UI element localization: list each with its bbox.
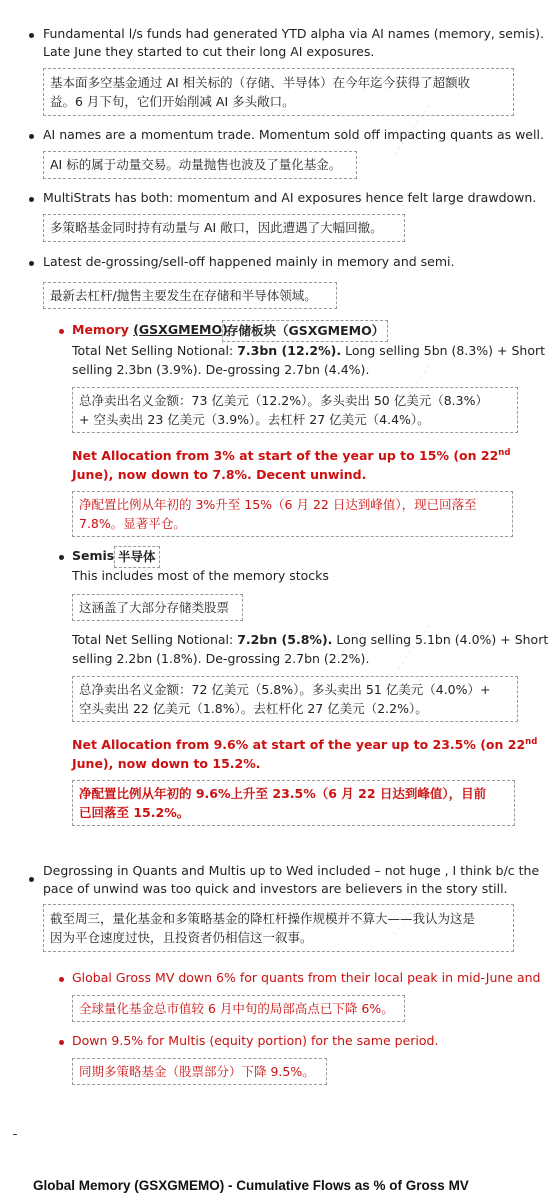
watermark: ·········· bbox=[383, 357, 440, 423]
s2-cn: AI 标的属于动量交易。动量抛售也波及了量化基金。 bbox=[50, 157, 342, 172]
s5-text-line1: Degrossing in Quants and Multis up to Wed included – not huge , I think b/c the bbox=[43, 863, 540, 878]
memory-heading bbox=[72, 320, 228, 340]
s7-cn: 同期多策略基金（股票部分）下降 9.5%。 bbox=[79, 1064, 315, 1079]
s4-cn: 最新去杠杆/抛售主要发生在存储和半导体领域。 bbox=[50, 288, 317, 303]
semis-line1-label: Total Net Selling Notional: bbox=[72, 632, 238, 647]
memory-allocation-cn-line1: 净配置比例从年初的 3%升至 15%（6 月 22 日达到峰值），现已回落至 bbox=[79, 497, 477, 512]
memory-line1-label: Total Net Selling Notional: bbox=[72, 343, 238, 358]
s7-text: Down 9.5% for Multis (equity portion) for the same period. bbox=[72, 1033, 439, 1048]
s2-translation-box bbox=[43, 151, 357, 179]
s4-text: Latest de-grossing/sell-off happened mainly in memory and semi. bbox=[43, 254, 455, 269]
s2-text: AI names are a momentum trade. Momentum sold off impacting quants as well. bbox=[43, 127, 544, 142]
memory-line1 bbox=[72, 341, 545, 361]
memory-line1-value: 7.3bn (12.2%). bbox=[237, 343, 342, 358]
s1-cn-line1: 基本面多空基金通过 AI 相关标的（存储、半导体）在今年迄今获得了超额收 bbox=[50, 75, 471, 90]
bullet-dot bbox=[29, 877, 34, 882]
memory-translation-box bbox=[72, 387, 518, 433]
s4-translation-box bbox=[43, 282, 337, 309]
memory-allocation-translation-box bbox=[72, 491, 513, 537]
s1-text-line1: Fundamental l/s funds had generated YTD alpha via AI names (memory, semis). bbox=[43, 26, 545, 41]
memory-ticker: (GSXGMEMO) bbox=[133, 322, 228, 337]
bullet-dot-red bbox=[59, 1040, 64, 1045]
watermark: ·········· bbox=[383, 97, 440, 163]
semis-line1-value: 7.2bn (5.8%). bbox=[237, 632, 333, 647]
watermark: ·········· bbox=[383, 877, 440, 943]
bullet-dot bbox=[29, 134, 34, 139]
memory-line1-rest: Long selling 5bn (8.3%) + Short bbox=[341, 343, 546, 358]
s5-cn-line1: 截至周三，量化基金和多策略基金的降杠杆操作规模并不算大——我认为这是 bbox=[50, 911, 476, 926]
semis-allocation-line2: June), now down to 15.2%. bbox=[72, 756, 261, 771]
semis-cn-line1: 总净卖出名义金额：72 亿美元（5.8%）。多头卖出 51 亿美元（4.0%）+ bbox=[79, 682, 491, 697]
bullet-dot-red bbox=[59, 329, 64, 334]
s5-translation-box bbox=[43, 904, 514, 952]
semis-allocation-sup: nd bbox=[525, 737, 538, 747]
semis-allocation-line1 bbox=[72, 735, 537, 755]
memory-heading-cn: 存储板块（GSXGMEMO） bbox=[222, 320, 388, 342]
watermark: ·········· bbox=[383, 617, 440, 683]
memory-heading-label: Memory bbox=[72, 322, 134, 337]
memory-allocation-text: Net Allocation from 3% at start of the year up to 15% (on 22 bbox=[72, 448, 499, 463]
s6-translation-box bbox=[72, 995, 405, 1022]
semis-allocation-cn-line2: 已回落至 15.2%。 bbox=[79, 805, 190, 820]
s1-text-line2: Late June they started to cut their long AI exposures. bbox=[43, 44, 375, 59]
memory-allocation-sup: nd bbox=[498, 448, 511, 458]
bullet-dot bbox=[29, 261, 34, 266]
semis-subtitle: This includes most of the memory stocks bbox=[72, 568, 329, 583]
semis-subtitle-cn: 这涵盖了大部分存储类股票 bbox=[79, 600, 230, 615]
s1-translation-box bbox=[43, 68, 514, 116]
semis-line2: selling 2.2bn (1.8%). De-grossing 2.7bn (2.2%). bbox=[72, 651, 370, 666]
s5-text-line2: pace of unwind was too quick and investors are believers in the story still. bbox=[43, 881, 508, 896]
memory-line2: selling 2.3bn (3.9%). De-grossing 2.7bn (4.4%). bbox=[72, 362, 370, 377]
semis-allocation-cn-line1: 净配置比例从年初的 9.6%上升至 23.5%（6 月 22 日达到峰值），目前 bbox=[79, 786, 487, 801]
memory-allocation-line2: June), now down to 7.8%. Decent unwind. bbox=[72, 467, 367, 482]
s3-text: MultiStrats has both: momentum and AI exposures hence felt large drawdown. bbox=[43, 190, 537, 205]
s6-cn: 全球量化基金总市值较 6 月中旬的局部高点已下降 6%。 bbox=[79, 1001, 394, 1016]
semis-cn-line2: 空头卖出 22 亿美元（1.8%）。去杠杆化 27 亿美元（2.2%）。 bbox=[79, 701, 428, 716]
memory-cn-line2: + 空头卖出 23 亿美元（3.9%）。去杠杆 27 亿美元（4.4%）。 bbox=[79, 412, 430, 427]
s6-text: Global Gross MV down 6% for quants from their local peak in mid-June and bbox=[72, 970, 541, 985]
semis-subtitle-translation-box bbox=[72, 594, 243, 621]
memory-allocation-cn-line2: 7.8%。显著平仓。 bbox=[79, 516, 186, 531]
s7-translation-box bbox=[72, 1058, 327, 1085]
bullet-dot-red bbox=[59, 977, 64, 982]
s5-cn-line2: 因为平仓速度过快，且投资者仍相信这一叙事。 bbox=[50, 930, 313, 945]
bullet-dot bbox=[29, 33, 34, 38]
divider-mark bbox=[13, 1134, 17, 1135]
bullet-dot bbox=[59, 555, 64, 560]
semis-allocation-translation-box bbox=[72, 780, 515, 826]
semis-allocation-text: Net Allocation from 9.6% at start of the year up to 23.5% (on 22 bbox=[72, 737, 526, 752]
s3-cn: 多策略基金同时持有动量与 AI 敞口，因此遭遇了大幅回撤。 bbox=[50, 220, 383, 235]
chart-title: Global Memory (GSXGMEMO) - Cumulative Flows as % of Gross MV bbox=[33, 1178, 469, 1193]
semis-heading: Semis bbox=[72, 548, 115, 563]
memory-cn-line1: 总净卖出名义金额：73 亿美元（12.2%）。多头卖出 50 亿美元（8.3%） bbox=[79, 393, 488, 408]
semis-translation-box bbox=[72, 676, 518, 722]
semis-line1 bbox=[72, 630, 548, 650]
s3-translation-box bbox=[43, 214, 405, 242]
memory-allocation-line1 bbox=[72, 446, 510, 466]
s1-cn-line2: 益。6 月下旬，它们开始削减 AI 多头敞口。 bbox=[50, 94, 295, 109]
semis-line1-rest: Long selling 5.1bn (4.0%) + Short bbox=[332, 632, 549, 647]
semis-heading-cn: 半导体 bbox=[114, 546, 160, 568]
bullet-dot bbox=[29, 197, 34, 202]
